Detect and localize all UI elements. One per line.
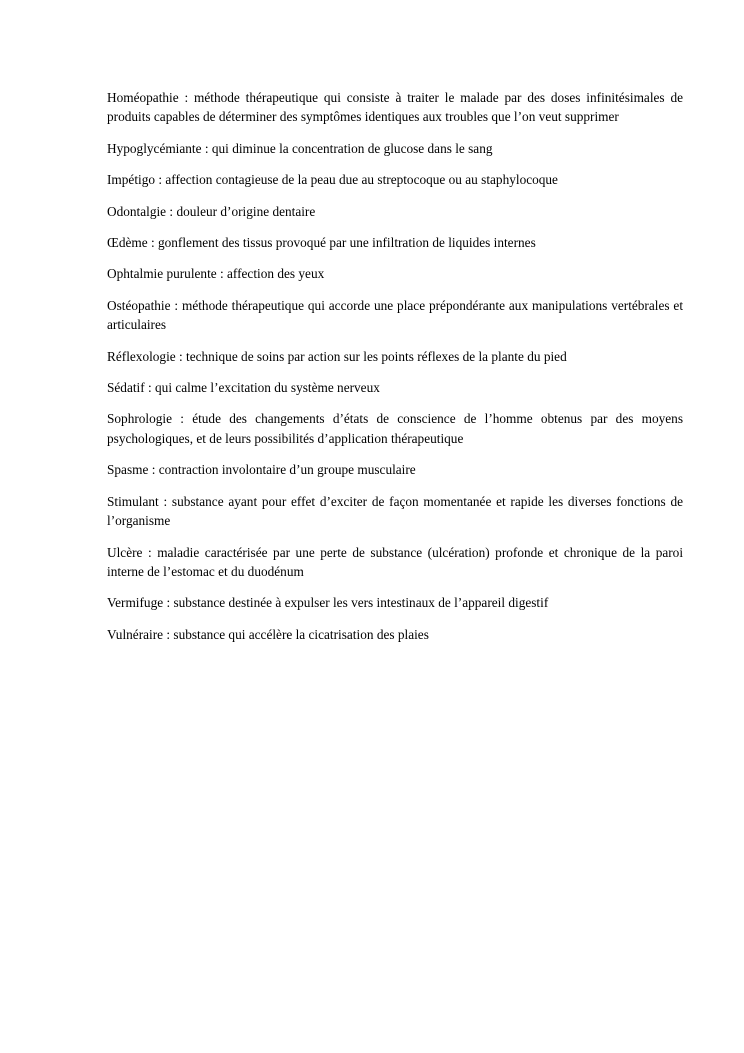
term-separator: :: [216, 266, 228, 282]
glossary-term: Œdème: [107, 235, 148, 251]
glossary-term: Odontalgie: [107, 203, 167, 219]
glossary-definition: substance qui accélère la cicatrisation des plaies: [173, 626, 429, 642]
glossary-entry: [107, 264, 683, 283]
glossary-term: Ophtalmie purulente: [107, 266, 217, 282]
term-separator: :: [155, 172, 166, 188]
glossary-entry: [107, 233, 683, 252]
glossary-term: Vulnéraire: [107, 626, 164, 642]
term-separator: :: [144, 380, 156, 396]
term-separator: :: [142, 544, 158, 560]
glossary-definition: qui diminue la concentration de glucose dans le sang: [211, 140, 493, 156]
glossary-list: [107, 88, 683, 656]
glossary-entry: [107, 88, 683, 127]
glossary-entry: [107, 170, 683, 189]
glossary-definition: affection contagieuse de la peau due au streptocoque ou au staphylocoque: [165, 172, 558, 188]
term-separator: :: [166, 203, 177, 219]
term-separator: :: [148, 462, 159, 478]
term-separator: :: [172, 411, 193, 427]
term-separator: :: [170, 297, 182, 313]
glossary-term: Réflexologie: [107, 348, 176, 364]
glossary-term: Ulcère: [107, 544, 143, 560]
glossary-definition: méthode thérapeutique qui consiste à traiter le malade par des doses infinitésimales de produits capables de déterminer des symptômes identiques aux troubles que l’on veut supprimer: [107, 90, 683, 125]
glossary-definition: maladie caractérisée par une perte de substance (ulcération) profonde et chronique de la paroi interne de l’estomac et du duodénum: [107, 544, 684, 579]
glossary-definition: substance destinée à expulser les vers intestinaux de l’appareil digestif: [173, 595, 549, 611]
glossary-definition: affection des yeux: [227, 266, 325, 282]
glossary-entry: [107, 543, 683, 582]
glossary-entry: [107, 492, 683, 531]
glossary-entry: [107, 625, 683, 644]
term-separator: :: [178, 90, 195, 105]
glossary-definition: gonflement des tissus provoqué par une infiltration de liquides internes: [157, 235, 536, 251]
glossary-entry: [107, 347, 683, 366]
glossary-definition: substance ayant pour effet d’exciter de façon momentanée et rapide les diverses fonctions de l’organisme: [107, 493, 683, 529]
glossary-term: Hypoglycémiante: [107, 140, 202, 156]
glossary-definition: technique de soins par action sur les points réflexes de la plante du pied: [186, 348, 567, 364]
glossary-entry: [107, 460, 683, 479]
glossary-definition: méthode thérapeutique qui accorde une place prépondérante aux manipulations vertébrales et articulaires: [107, 297, 684, 333]
term-separator: :: [175, 348, 187, 364]
glossary-definition: contraction involontaire d’un groupe musculaire: [158, 462, 416, 478]
term-separator: :: [147, 235, 158, 251]
glossary-entry: [107, 296, 683, 335]
glossary-entry: [107, 593, 683, 612]
glossary-entry: [107, 202, 683, 221]
term-separator: :: [158, 493, 172, 509]
glossary-term: Spasme: [107, 462, 149, 478]
glossary-term: Sédatif: [107, 380, 145, 396]
glossary-definition: qui calme l’excitation du système nerveux: [155, 380, 380, 396]
glossary-term: Stimulant: [107, 493, 159, 509]
glossary-term: Homéopathie: [107, 90, 179, 105]
glossary-term: Ostéopathie: [107, 297, 171, 313]
glossary-entry: [107, 139, 683, 158]
glossary-definition: douleur d’origine dentaire: [176, 203, 316, 219]
glossary-term: Sophrologie: [107, 411, 173, 427]
term-separator: :: [201, 140, 212, 156]
glossary-term: Vermifuge: [107, 595, 164, 611]
term-separator: :: [163, 626, 174, 642]
glossary-entry: [107, 378, 683, 397]
glossary-definition: étude des changements d’états de conscience de l’homme obtenus par des moyens psychologiques, et de leurs possibilités d’application thérapeutique: [107, 411, 683, 446]
glossary-entry: [107, 409, 683, 448]
term-separator: :: [163, 595, 174, 611]
glossary-term: Impétigo: [107, 172, 156, 188]
